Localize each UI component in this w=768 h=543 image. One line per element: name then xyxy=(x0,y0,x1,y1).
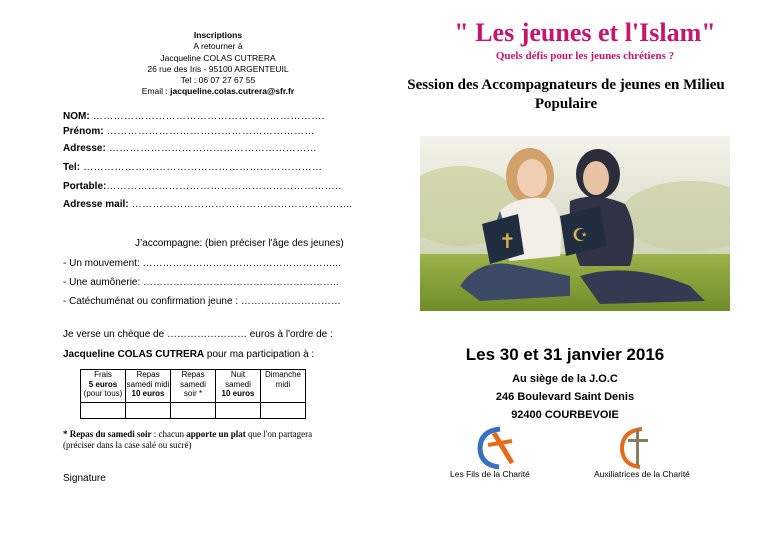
option-aumonerie[interactable]: - Une aumônerie: ………………………………………………….. xyxy=(63,277,339,288)
field-portable[interactable]: Portable:………………………………………………………….. xyxy=(63,181,342,192)
tarif-cell-repas-midi[interactable] xyxy=(126,403,171,419)
field-email[interactable]: Adresse mail: …………………………………………………….... xyxy=(63,199,353,210)
fils-de-la-charite-logo xyxy=(472,423,522,471)
contact-email: jacqueline.colas.cutrera@sfr.fr xyxy=(170,86,295,97)
venue-street: 246 Boulevard Saint Denis xyxy=(495,391,635,403)
cheque-line: Je verse un chèque de …………………… euros à l'ordre de : xyxy=(63,329,333,340)
tarif-repas-midi: Repas samedi midi 10 euros xyxy=(126,370,171,403)
tarif-nuit: Nuit samedi 10 euros xyxy=(216,370,261,403)
signature-label: Signature xyxy=(63,473,106,484)
auxiliatrices-logo xyxy=(612,425,656,471)
tarif-table xyxy=(80,369,306,419)
contact-address: 26 rue des Iris - 95100 ARGENTEUIL xyxy=(147,63,289,74)
tarif-cell-frais[interactable] xyxy=(81,403,126,419)
session-title: Session des Accompagnateurs de jeunes en Milieu Populaire xyxy=(407,77,725,112)
return-to: A retourner à xyxy=(193,41,243,52)
tarif-input-row xyxy=(81,403,306,419)
contact-email-line: Email : jacqueline.colas.cutrera@sfr.fr xyxy=(141,86,295,97)
tarif-cell-repas-soir[interactable] xyxy=(171,403,216,419)
tarif-dimanche: Dimanche midi xyxy=(261,370,306,403)
venue-name: Au siège de la J.O.C xyxy=(512,373,618,385)
option-mouvement[interactable]: - Un mouvement: …………………………………………………... xyxy=(63,258,341,269)
contact-name: Jacqueline COLAS CUTRERA xyxy=(160,52,276,63)
field-tel[interactable]: Tel: …………………………………………………………… xyxy=(63,162,323,173)
tarif-cell-nuit[interactable] xyxy=(216,403,261,419)
option-catechumenat[interactable]: - Catéchuménat ou confirmation jeune : ………………………… xyxy=(63,296,341,307)
svg-text:☪: ☪ xyxy=(572,225,589,246)
svg-text:✝: ✝ xyxy=(499,229,516,253)
contact-tel: Tel : 06 07 27 67 55 xyxy=(180,75,256,86)
tarif-frais: Frais 5 euros (pour tous) xyxy=(81,370,126,403)
tarif-header-row xyxy=(81,370,306,403)
page-title: " Les jeunes et l'Islam" xyxy=(454,18,716,47)
page-subtitle: Quels défis pour les jeunes chrétiens ? xyxy=(495,50,675,62)
venue-city: 92400 COURBEVOIE xyxy=(511,409,619,421)
inscriptions-title: Inscriptions xyxy=(193,30,243,40)
tarif-repas-soir: Repas samedi soir * xyxy=(171,370,216,403)
field-adresse[interactable]: Adresse: …………………………………………………… xyxy=(63,143,317,154)
inscriptions-block xyxy=(120,30,316,98)
tarif-cell-dimanche[interactable] xyxy=(261,403,306,419)
accompagne-label: J’accompagne: (bien préciser l'âge des jeunes) xyxy=(135,238,344,249)
event-dates: Les 30 et 31 janvier 2016 xyxy=(465,345,665,364)
logo-label-auxiliatrices: Auxiliatrices de la Charité xyxy=(594,469,690,479)
payee-line: Jacqueline COLAS CUTRERA pour ma participation à : xyxy=(63,349,315,360)
logo-label-fils: Les Fils de la Charité xyxy=(450,469,530,479)
field-nom[interactable]: NOM: …………………………………………………………. xyxy=(63,111,325,122)
field-prenom[interactable]: Prénom: …………………………………………………… xyxy=(63,126,315,137)
repas-note: * Repas du samedi soir : chacun apporte un plat que l'on partagera (préciser dans la case salé ou sucré) xyxy=(63,429,313,450)
photo-two-girls-reading xyxy=(420,136,730,311)
